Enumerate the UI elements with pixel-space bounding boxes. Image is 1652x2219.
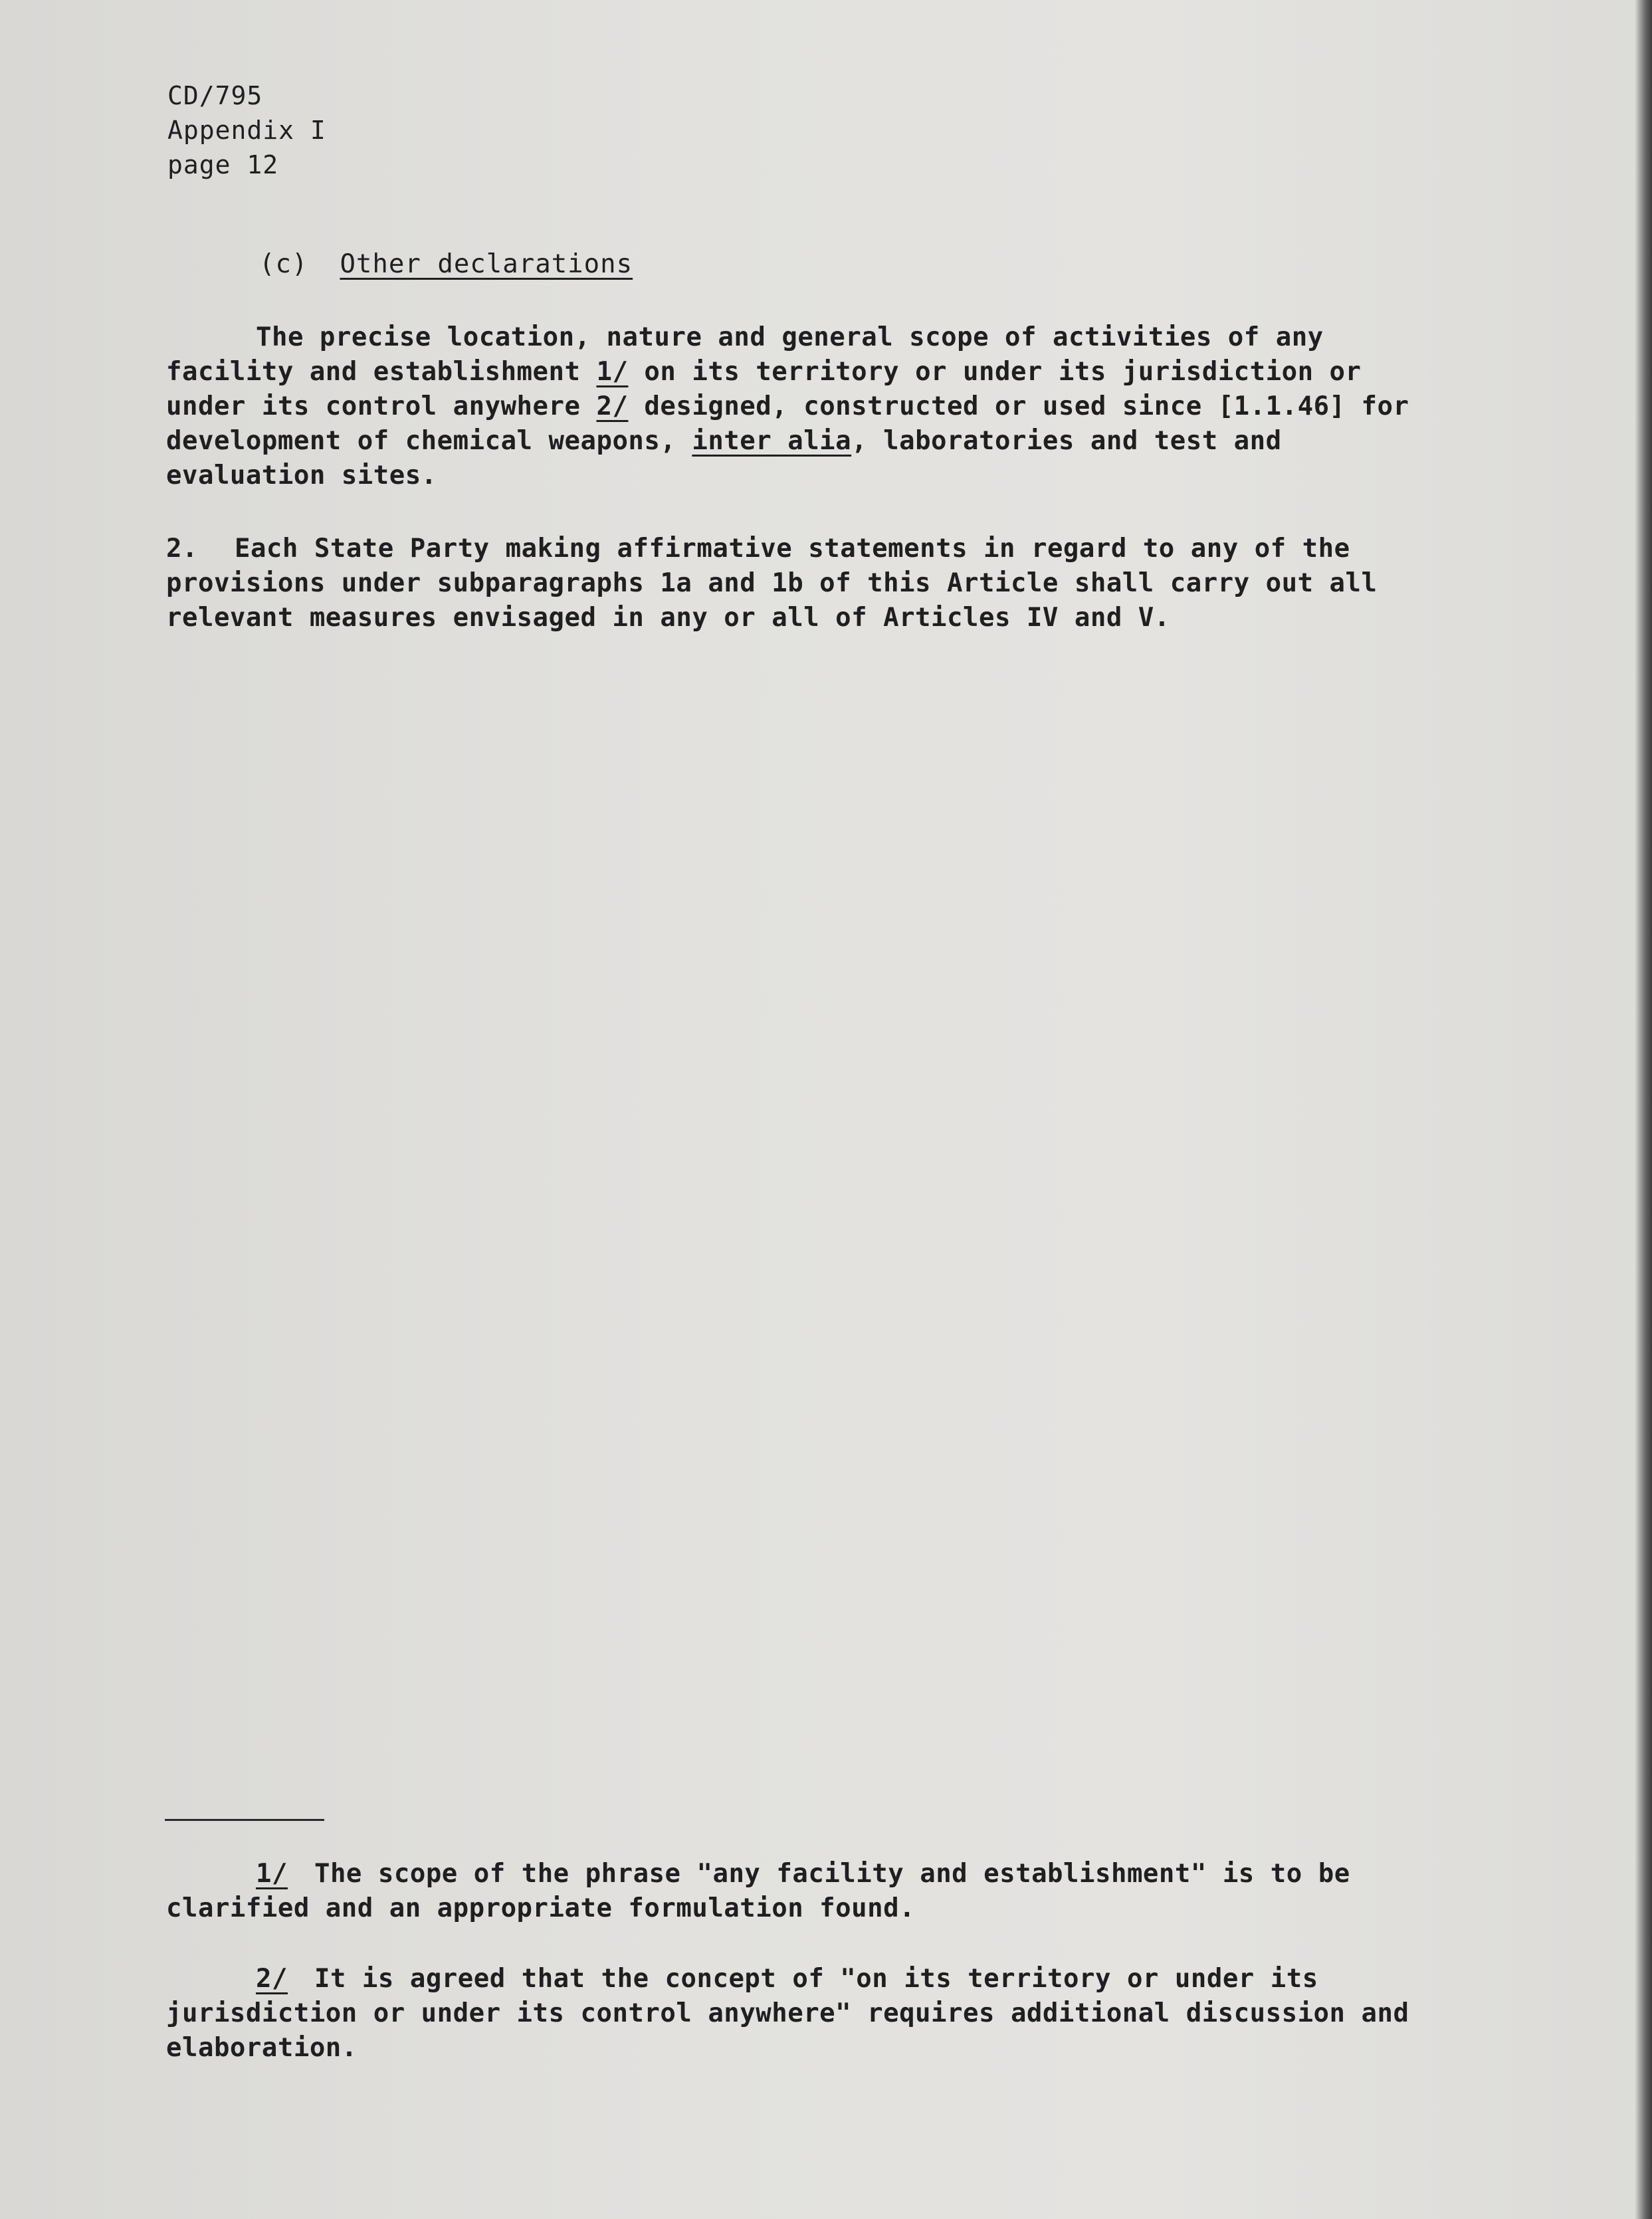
footnote-mark: 1/ xyxy=(256,1859,288,1889)
para2-line: provisions under subparagraphs 1a and 1b of this Article shall carry out all xyxy=(166,568,1378,598)
page-number: page 12 xyxy=(167,150,279,179)
footnote-divider xyxy=(165,1819,324,1821)
para1-line: under its control anywhere 2/ designed, constructed or used since [1.1.46] for xyxy=(166,391,1409,421)
scan-edge-shadow xyxy=(1635,0,1652,2219)
section-marker: (c) xyxy=(259,249,308,279)
page-header xyxy=(167,78,326,182)
para2-line: relevant measures envisaged in any or all of Articles IV and V. xyxy=(166,603,1170,633)
para2-number: 2. xyxy=(166,534,198,564)
footnote-line: 2/ It is agreed that the concept of "on its territory or under its xyxy=(256,1964,1318,1994)
para1-line: evaluation sites. xyxy=(166,461,437,490)
footnote-line: elaboration. xyxy=(166,2033,358,2063)
document-id: CD/795 xyxy=(167,81,263,110)
footnote-mark: 2/ xyxy=(256,1964,288,1994)
footnote-line: clarified and an appropriate formulation found. xyxy=(166,1893,916,1923)
para2-line: 2. Each State Party making affirmative statements in regard to any of the xyxy=(166,534,1350,564)
emphasis-inter-alia: inter alia xyxy=(692,426,852,456)
paragraph-1 xyxy=(166,320,1535,493)
footnote-line: jurisdiction or under its control anywhere" requires additional discussion and xyxy=(166,1998,1409,2028)
appendix-label: Appendix I xyxy=(167,116,326,145)
paragraph-2 xyxy=(166,532,1535,635)
para1-line: development of chemical weapons, inter alia, laboratories and test and xyxy=(166,426,1282,456)
para1-line: facility and establishment 1/ on its territory or under its jurisdiction or xyxy=(166,357,1362,387)
para1-line: The precise location, nature and general scope of activities of any xyxy=(256,322,1324,352)
footnote-1 xyxy=(166,1857,1535,1926)
footnote-line: 1/ The scope of the phrase "any facility and establishment" is to be xyxy=(256,1859,1350,1889)
section-title: Other declarations xyxy=(340,249,633,279)
footnote-2 xyxy=(166,1962,1535,2065)
footnote-ref-1: 1/ xyxy=(596,357,629,387)
section-heading xyxy=(259,247,633,282)
footnote-ref-2: 2/ xyxy=(596,391,629,421)
